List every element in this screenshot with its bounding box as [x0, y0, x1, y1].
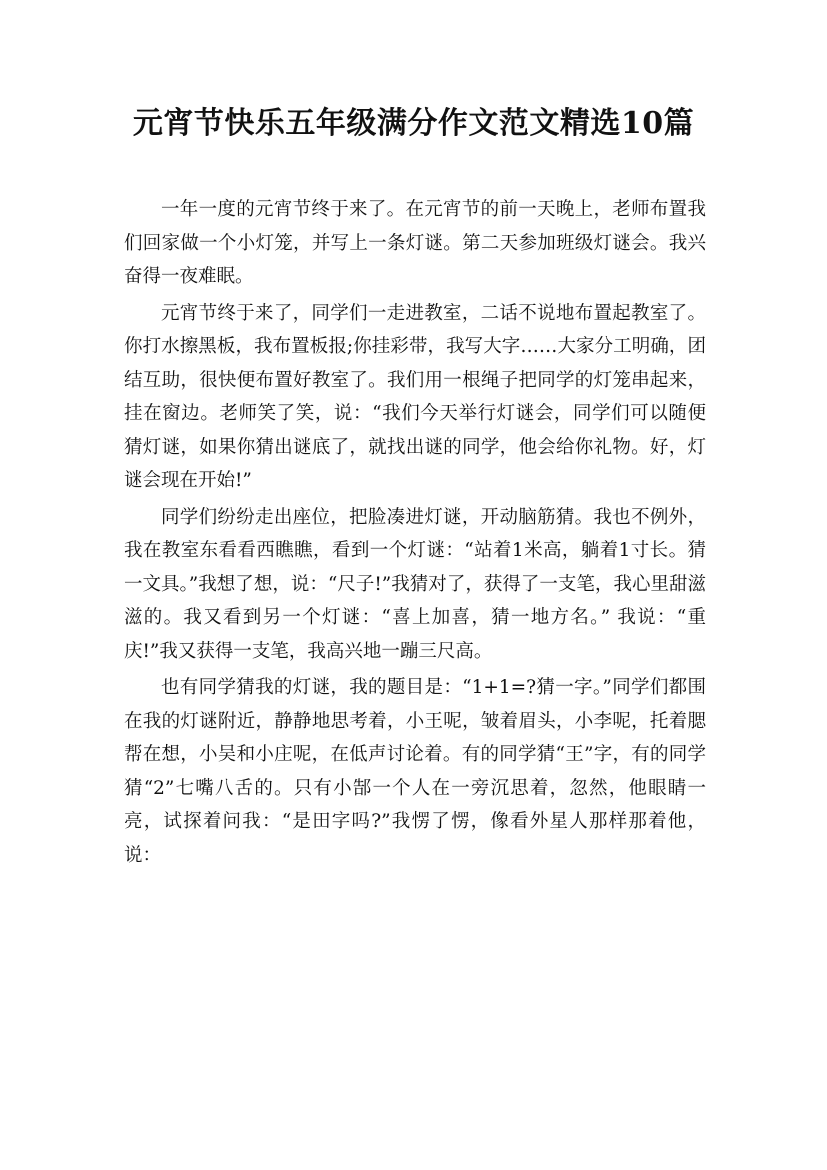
paragraph-4: 也有同学猜我的灯谜，我的题目是：“1+1=?猜一字。”同学们都围在我的灯谜附近，静静地思考着，小王呢，皱着眉头，小李呢，托着腮帮在想，小吴和小庄呢，在低声讨论着。有的同学猜“王”字，有的同学猜“2”七嘴八舌的。只有小郜一个人在一旁沉思着，忽然，他眼睛一亮，试探着问我：“是田字吗?”我愣了愣，像看外星人那样那着他，说： [124, 677, 706, 866]
paragraph-3: 同学们纷纷走出座位，把脸凑进灯谜，开动脑筋猜。我也不例外，我在教室东看看西瞧瞧，看到一个灯谜：“站着1米高，躺着1寸长。猜一文具。”我想了想，说：“尺子!”我猜对了，获得了一支笔，我心里甜滋滋的。我又看到另一个灯谜：“喜上加喜，猜一地方名。” 我说：“重庆!”我又获得一支笔，我高兴地一蹦三尺高。 [124, 506, 706, 662]
paragraph-1: 一年一度的元宵节终于来了。在元宵节的前一天晚上，老师布置我们回家做一个小灯笼，并写上一条灯谜。第二天参加班级灯谜会。我兴奋得一夜难眠。 [124, 199, 706, 287]
document-title: 元宵节快乐五年级满分作文范文精选10篇 [132, 106, 695, 141]
paragraph-2: 元宵节终于来了，同学们一走进教室，二话不说地布置起教室了。你打水擦黑板，我布置板报;你挂彩带，我写大字……大家分工明确，团结互助，很快便布置好教室了。我们用一根绳子把同学的灯笼串起来，挂在窗边。老师笑了笑，说：“我们今天举行灯谜会，同学们可以随便猜灯谜，如果你猜出谜底了，就找出谜的同学，他会给你礼物。好，灯谜会现在开始!” [124, 302, 706, 491]
document-body [124, 193, 706, 875]
